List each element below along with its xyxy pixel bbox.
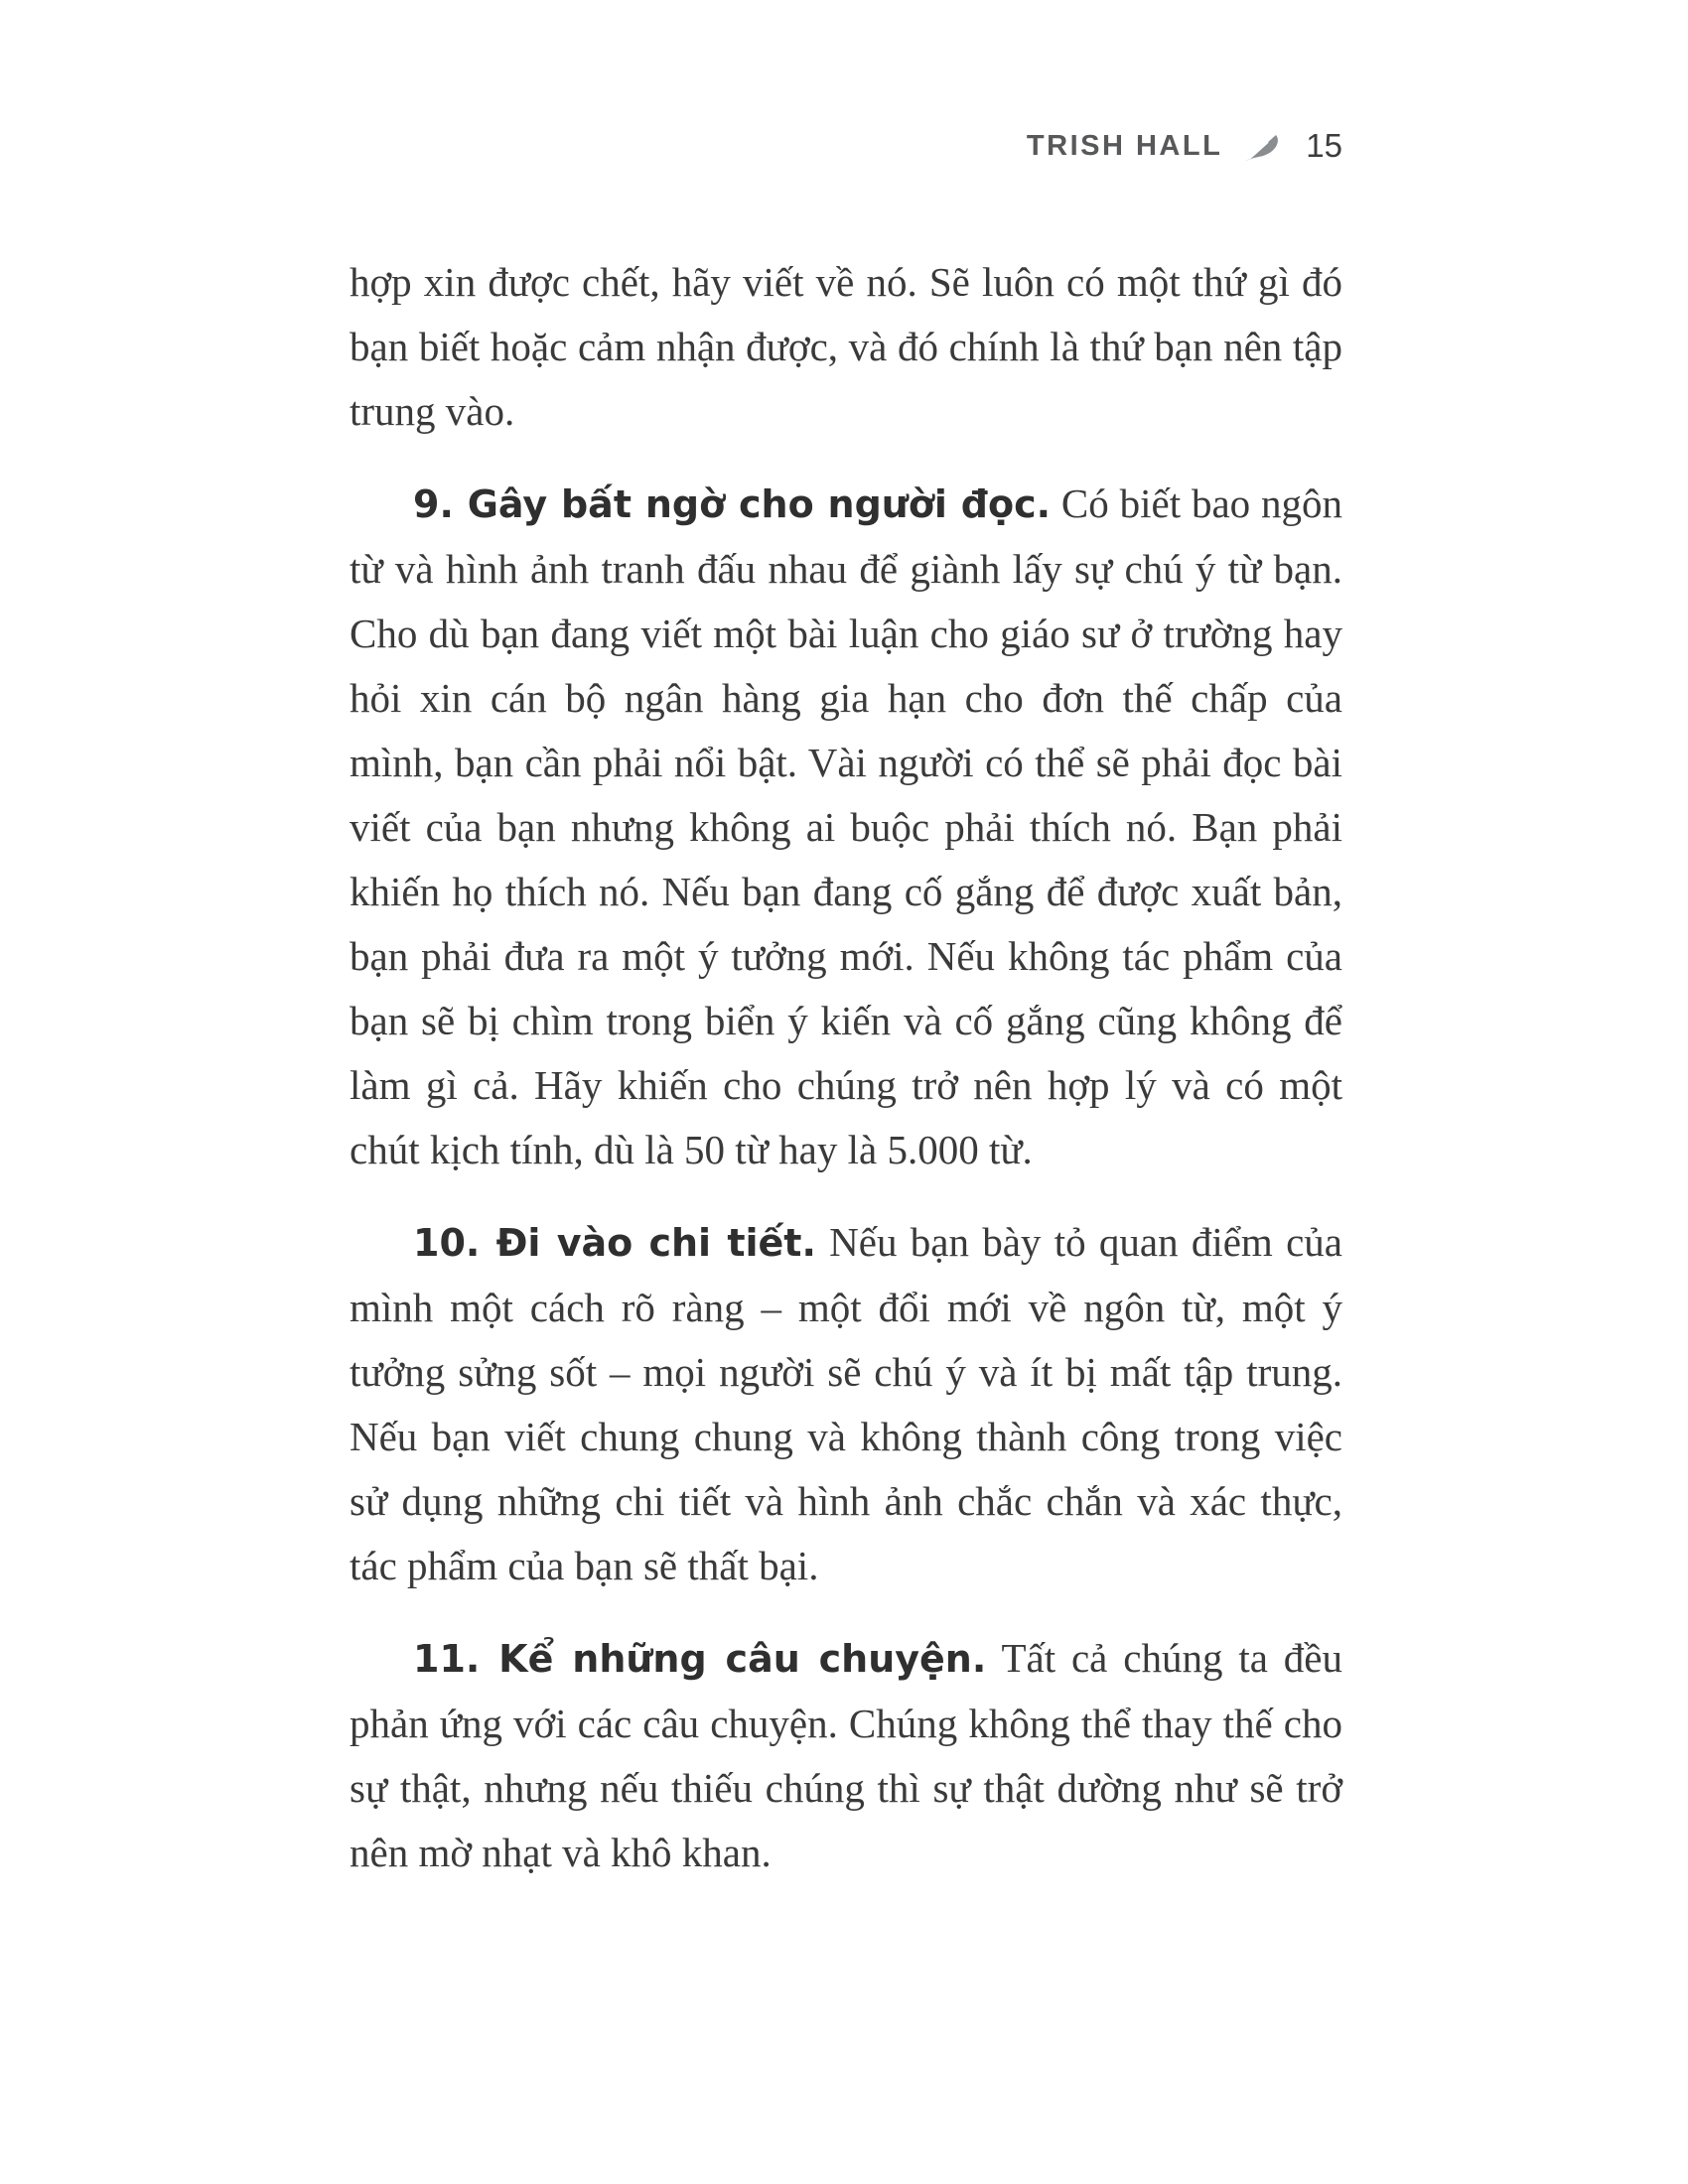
paragraph [350, 472, 1342, 1182]
page-number: 15 [1306, 127, 1342, 164]
quill-pen-icon [1242, 132, 1286, 164]
paragraph-lead: 9. Gây bất ngờ cho người đọc. [413, 482, 1052, 526]
author-name: TRISH HALL [1026, 129, 1223, 162]
paragraph [350, 1210, 1342, 1598]
page-body [350, 250, 1342, 1913]
paragraph-lead: 11. Kể những câu chuyện. [413, 1637, 987, 1681]
paragraph-lead: 10. Đi vào chi tiết. [413, 1221, 816, 1265]
running-header [350, 127, 1342, 165]
paragraph [350, 250, 1342, 444]
paragraph [350, 1626, 1342, 1885]
paragraph-text: Có biết bao ngôn từ và hình ảnh tranh đấu nhau để giành lấy sự chú ý từ bạn. Cho dù bạn đang viết một bài luận cho giáo sư ở trường hay hỏi xin cán bộ ngân hàng gia hạn cho đơn thế chấp của mình, bạn cần phải nổi bật. Vài người có thể sẽ phải đọc bài viết của bạn nhưng không ai buộc phải thích nó. Bạn phải khiến họ thích nó. Nếu bạn đang cố gắng để được xuất bản, bạn phải đưa ra một ý tưởng mới. Nếu không tác phẩm của bạn sẽ bị chìm trong biển ý kiến và cố gắng cũng không để làm gì cả. Hãy khiến cho chúng trở nên hợp lý và có một chút kịch tính, dù là 50 từ hay là 5.000 từ. [350, 480, 1343, 1172]
paragraph-text: Nếu bạn bày tỏ quan điểm của mình một cách rõ ràng – một đổi mới về ngôn từ, một ý tưởng sửng sốt – mọi người sẽ chú ý và ít bị mất tập trung. Nếu bạn viết chung chung và không thành công trong việc sử dụng những chi tiết và hình ảnh chắc chắn và xác thực, tác phẩm của bạn sẽ thất bại. [350, 1219, 1342, 1588]
paragraph-text: Tất cả chúng ta đều phản ứng với các câu chuyện. Chúng không thể thay thế cho sự thật, nhưng nếu thiếu chúng thì sự thật dường như sẽ trở nên mờ nhạt và khô khan. [350, 1635, 1343, 1875]
paragraph-text: hợp xin được chết, hãy viết về nó. Sẽ luôn có một thứ gì đó bạn biết hoặc cảm nhận được, và đó chính là thứ bạn nên tập trung vào. [350, 259, 1342, 434]
